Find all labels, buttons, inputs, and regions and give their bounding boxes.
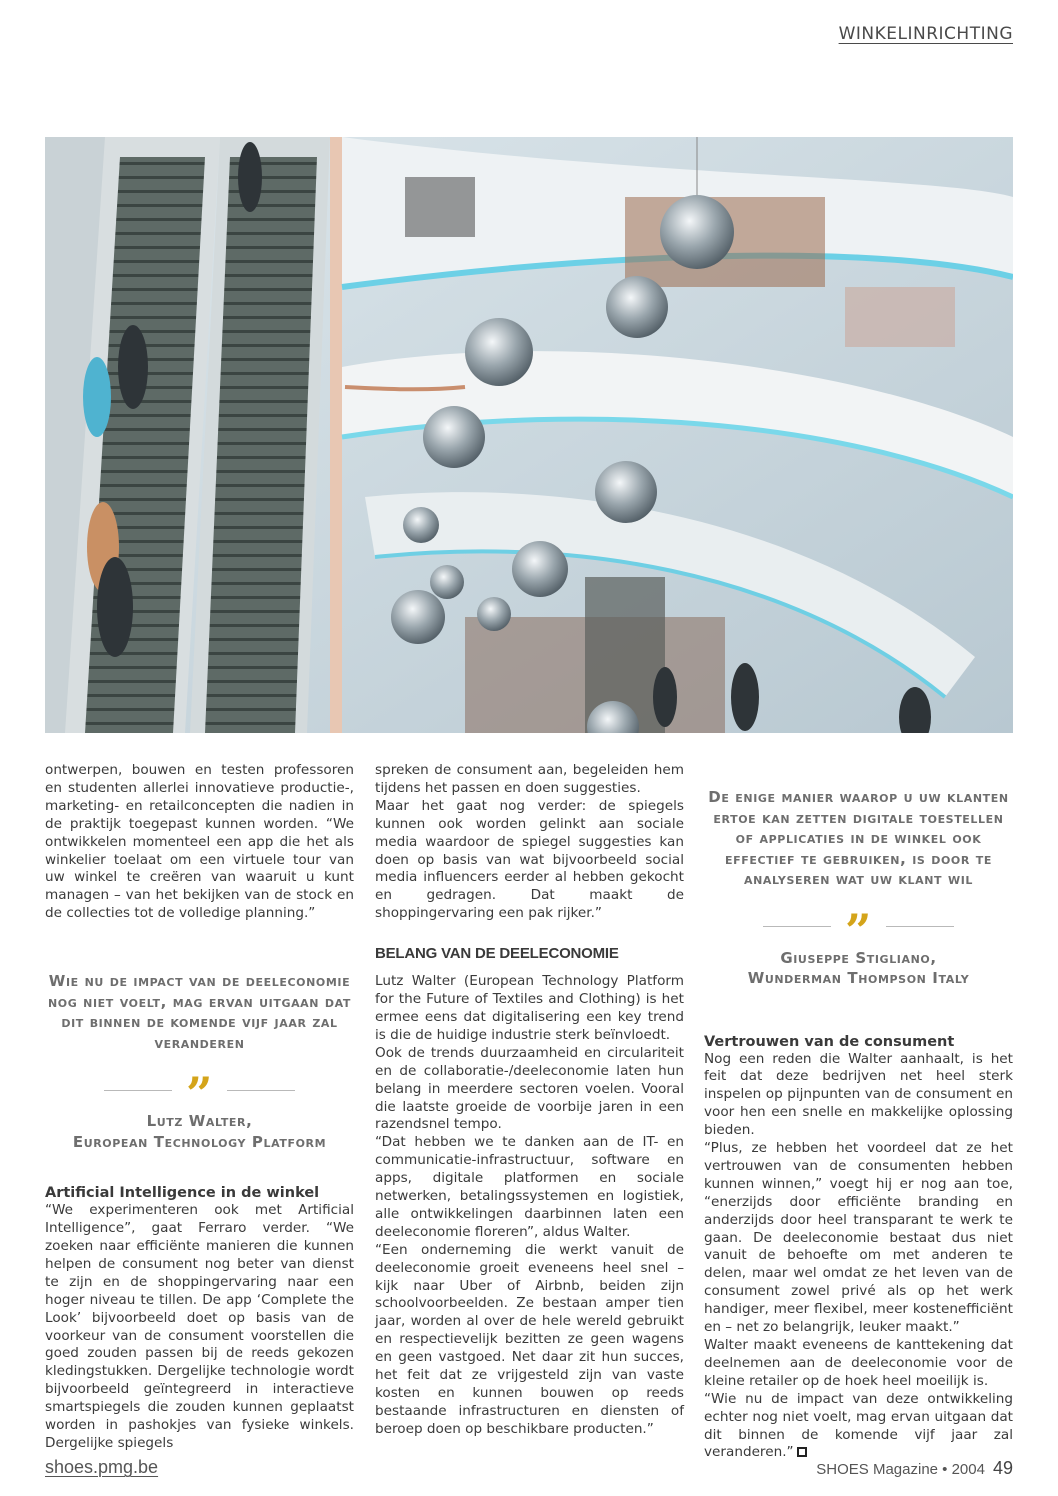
col3-paragraph-4-text: “Wie nu de impact van deze ontwikkeling echter nog niet voelt, mag ervan uitgaan dat dit binnen de komende vijf jaar zal veranderen.” bbox=[704, 1390, 1013, 1461]
page-number: 49 bbox=[992, 1458, 1013, 1478]
pull-quote-stigliano bbox=[704, 787, 1013, 989]
mall-photo bbox=[45, 137, 1013, 733]
footer-website-link[interactable]: shoes.pmg.be bbox=[45, 1457, 159, 1477]
col2-paragraph-4: Ook de trends duurzaamheid en circulariteit en de collaboratie-/deeleconomie laten hun belang in meerdere sectoren voelen. Vooral die laatste groeide de voorbije jaren in een razendsnel tempo. bbox=[375, 1044, 684, 1133]
col1-intro-paragraph: ontwerpen, bouwen en testen professoren en studenten allerlei innovatieve productie-, marketing- en retailconcepten die nadien in de praktijk toegepast kunnen worden. “We ontwikkelen momenteel een app die het als winkelier toelaat om een virtuele tour van uw winkel te creëren van waaruit u kunt managen – van het bekijken van de stock en de collecties tot de volledige planning.” bbox=[45, 762, 354, 922]
quote-author-name: Giuseppe Stigliano, bbox=[780, 948, 937, 967]
pull-quote-text: De enige manier waarop u uw klanten ertoe kan zetten digitale toestellen of applicaties in de winkel ook effectief te gebruiken, is door te analyseren wat uw klant wil bbox=[708, 788, 1009, 888]
pull-quote-text: Wie nu de impact van de deeleconomie nog niet voelt, mag ervan uitgaan dat dit binnen de komende vijf jaar zal veranderen bbox=[47, 972, 352, 1052]
col3-paragraph-3: Walter maakt eveneens de kanttekening dat deelnemen aan de deeleconomie voor de kleine retailer op de hoek heel moeilijk is. bbox=[704, 1337, 1013, 1389]
col3-paragraph-1: Nog een reden die Walter aanhaalt, is het feit dat deze bedrijven net heel sterk inspelen op pijnpunten van de consument en voor hen een snelle en makkelijke oplossing bieden. bbox=[704, 1050, 1013, 1139]
quote-divider bbox=[704, 912, 1013, 942]
pull-quote-walter bbox=[45, 971, 354, 1152]
divider-line-left bbox=[104, 1090, 172, 1091]
divider-line-right bbox=[886, 926, 954, 927]
subheading-vertrouwen: Vertrouwen van de consument bbox=[704, 1033, 955, 1050]
col2-paragraph-1: spreken de consument aan, begeleiden hem tijdens het passen en doen suggesties. bbox=[375, 762, 684, 796]
col2-paragraph-3: Lutz Walter (European Technology Platform for the Future of Textiles and Clothing) is het ermee eens dat digitalisering een key trend is die de huidige industrie sterk beïnvloedt. bbox=[375, 973, 684, 1043]
col1-ai-paragraph: “We experimenteren ook met Artificial Intelligence”, gaat Ferraro verder. “We zoeken naar efficiënte manieren die kunnen helpen de consument nog beter van dienst te zijn en de shoppingervaring naar een hoger niveau te tillen. De app ‘Complete the Look’ bijvoorbeeld doet op basis van de voorkeur van de consument voorstellen die goed zouden passen bij de reeds gekozen kledingstukken. Dergelijke technologie wordt bijvoorbeeld geïntegreerd in interactieve smartspiegels die zouden kunnen geplaatst worden in pashokjes van fysieke winkels. Dergelijke spiegels bbox=[45, 1202, 354, 1451]
photo-illustration bbox=[45, 137, 1013, 733]
subheading-ai: Artificial Intelligence in de winkel bbox=[45, 1185, 320, 1202]
col2-paragraph-6: “Een onderneming die werkt vanuit de deeleconomie groeit eveneens heel snel – kijk naar Uber of Airbnb, beiden zijn schoolvoorbeelden. Ze bestaan amper tien jaar, worden al over de hele wereld gebruikt en respectievelijk bezitten ze geen wagens en geen vastgoed. Net daar zit hun succes, het feit dat ze vrijgesteld zijn van vaste kosten en kunnen bouwen op reeds bestaande infrastructuren en diensten of beroep doen op beschikbare producten.” bbox=[375, 1241, 684, 1437]
quote-author-org: European Technology Platform bbox=[72, 1132, 327, 1151]
footer-publication bbox=[816, 1458, 1013, 1479]
col3-paragraph-4 bbox=[704, 1391, 1013, 1463]
col2-paragraph-2: Maar het gaat nog verder: de spiegels kunnen ook worden gelinkt aan sociale media waardoor de spiegel suggesties kan doen op basis van wat bijvoorbeeld social media influencers eerder al hebben gekocht en gedragen. Dat maakt de shoppingervaring een pak rijker.” bbox=[375, 797, 684, 922]
end-of-article-icon bbox=[797, 1447, 807, 1457]
divider-line-left bbox=[763, 926, 831, 927]
divider-line-right bbox=[227, 1090, 295, 1091]
col2-paragraph-5: “Dat hebben we te danken aan de IT- en communicatie-infrastructuur, software en apps, digitale platformen en sociale netwerken, betalingssystemen en logistiek, alle ontwikkelingen daarbinnen laten een deeleconomie floreren”, aldus Walter. bbox=[375, 1134, 684, 1240]
column-3 bbox=[704, 762, 1013, 1462]
quote-mark-icon: ” bbox=[844, 911, 873, 942]
subheading-deeleconomie: BELANG VAN DE DEELECONOMIE bbox=[375, 945, 619, 963]
column-1 bbox=[45, 762, 354, 1453]
section-title: WINKELINRICHTING bbox=[838, 24, 1013, 44]
quote-author-name: Lutz Walter, bbox=[146, 1112, 253, 1131]
quote-divider bbox=[45, 1075, 354, 1105]
quote-author-org: Wunderman Thompson Italy bbox=[747, 969, 970, 987]
col3-paragraph-2: “Plus, ze hebben het voordeel dat ze het vertrouwen van de consumenten hebben kunnen winnen,” voegt hij er nog aan toe, “enerzijds door efficiënte branding en anderzijds door heel transparant te werk te gaan. De deeleconomie bestaat dus niet vanuit de behoefte om met anderen te delen, maar wel omdat ze het leven van de consument zowel privé als op het werk handiger, meer flexibel, meer kostenefficiënt en – net zo belangrijk, leuker maakt.” bbox=[704, 1140, 1013, 1336]
footer-magazine-name: SHOES Magazine • 2004 bbox=[816, 1461, 985, 1478]
quote-mark-icon: ” bbox=[185, 1075, 214, 1106]
column-2 bbox=[375, 762, 684, 1439]
